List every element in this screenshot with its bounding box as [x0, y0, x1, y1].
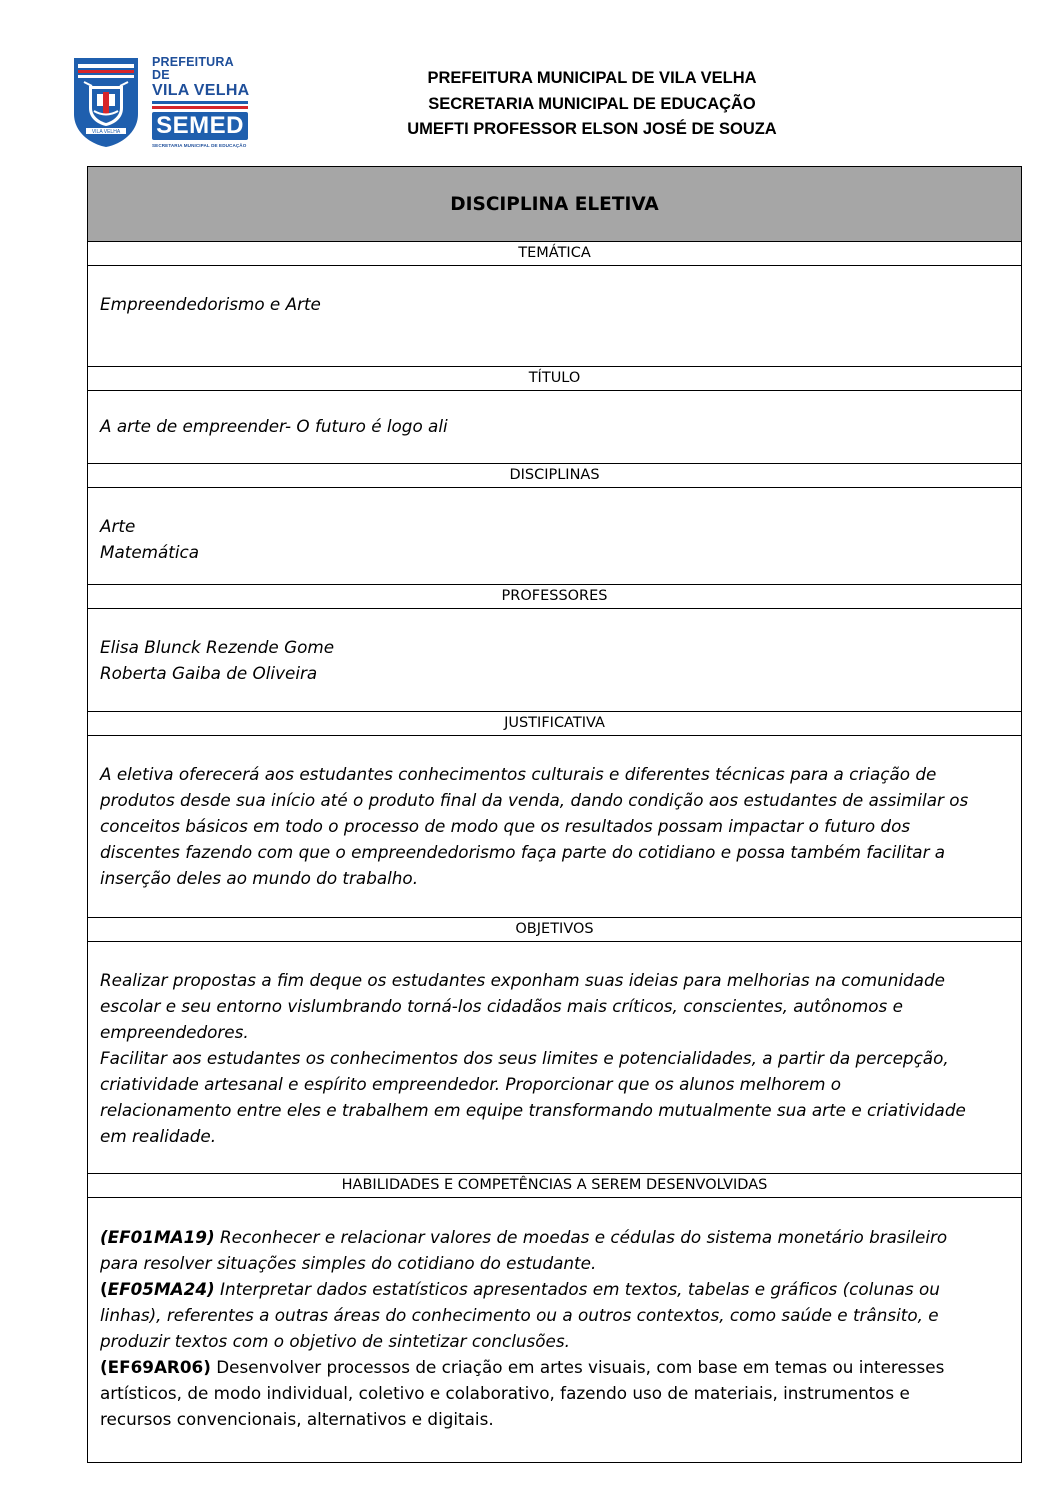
label-justificativa: JUSTIFICATIVA	[88, 712, 1021, 736]
objetivos-line: empreendedores.	[100, 1022, 249, 1042]
tematica-value: Empreendedorismo e Arte	[100, 294, 321, 314]
section-tematica	[88, 266, 1021, 367]
disciplina-form	[87, 166, 1022, 1463]
habilidade-text: Desenvolver processos de criação em artes visuais, com base em temas ou interesses	[210, 1357, 945, 1377]
habilidade-code-open: (	[100, 1279, 108, 1299]
habilidade-line: linhas), referentes a outras áreas do conhecimento ou a outros contextos, como saúde e trânsito, e	[100, 1305, 939, 1325]
prefeitura-logo	[72, 56, 252, 150]
label-professores: PROFESSORES	[88, 585, 1021, 609]
habilidade-line	[100, 1276, 1009, 1302]
habilidade-line: recursos convencionais, alternativos e digitais.	[100, 1409, 494, 1429]
objetivos-line: escolar e seu entorno vislumbrando torná-los cidadãos mais críticos, conscientes, autônomos e	[100, 996, 903, 1016]
header-line-1: PREFEITURA MUNICIPAL DE VILA VELHA	[427, 69, 757, 87]
label-titulo: TÍTULO	[88, 367, 1021, 391]
section-justificativa	[88, 736, 1021, 918]
habilidade-line	[100, 1354, 1009, 1380]
justificativa-line: conceitos básicos em todo o processo de modo que os resultados possam impactar o futuro dos	[100, 816, 911, 836]
logo-stripes	[152, 101, 252, 109]
objetivos-line: Facilitar aos estudantes os conhecimentos dos seus limites e potencialidades, a partir da percepção,	[100, 1048, 949, 1068]
section-professores	[88, 609, 1021, 712]
logo-prefeitura-de: PREFEITURA DE	[152, 55, 234, 82]
logo-vila-velha: VILA VELHA	[152, 82, 250, 99]
habilidade-line	[100, 1224, 1009, 1250]
justificativa-line: produtos desde sua início até o produto final da venda, dando condição aos estudantes de assimilar os	[100, 790, 969, 810]
professor-item: Elisa Blunck Rezende Gome	[100, 637, 335, 657]
header-line-2: SECRETARIA MUNICIPAL DE EDUCAÇÃO	[428, 94, 756, 113]
shield-caption: VILA VELHA	[91, 129, 121, 135]
section-disciplinas	[88, 488, 1021, 585]
objetivos-line: criatividade artesanal e espírito empreendedor. Proporcionar que os alunos melhorem o	[100, 1074, 842, 1094]
form-title: DISCIPLINA ELETIVA	[88, 167, 1021, 242]
label-habilidades: HABILIDADES E COMPETÊNCIAS A SEREM DESENVOLVIDAS	[88, 1174, 1021, 1198]
logo-semed: SEMED	[152, 112, 248, 140]
logo-semed-subtitle: SECRETARIA MUNICIPAL DE EDUCAÇÃO	[152, 143, 247, 148]
habilidade-text: Interpretar dados estatísticos apresentados em textos, tabelas e gráficos (colunas ou	[214, 1279, 940, 1299]
section-habilidades	[88, 1198, 1021, 1432]
label-disciplinas: DISCIPLINAS	[88, 464, 1021, 488]
habilidade-line: artísticos, de modo individual, coletivo e colaborativo, fazendo uso de materiais, instrumentos e	[100, 1383, 910, 1403]
document-header	[300, 66, 884, 143]
label-tematica: TEMÁTICA	[88, 242, 1021, 266]
objetivos-line: Realizar propostas a fim deque os estudantes exponham suas ideias para melhorias na comunidade	[100, 970, 945, 990]
justificativa-line: inserção deles ao mundo do trabalho.	[100, 868, 419, 888]
label-objetivos: OBJETIVOS	[88, 918, 1021, 942]
justificativa-line: A eletiva oferecerá aos estudantes conhecimentos culturais e diferentes técnicas para a criação de	[100, 764, 937, 784]
coat-of-arms-icon	[72, 56, 140, 148]
titulo-value: A arte de empreender- O futuro é logo ali	[100, 416, 448, 436]
header-line-3: UMEFTI PROFESSOR ELSON JOSÉ DE SOUZA	[407, 120, 777, 138]
disciplina-item: Arte	[100, 516, 136, 536]
habilidade-line: produzir textos com o objetivo de sintetizar conclusões.	[100, 1331, 570, 1351]
habilidade-code: (EF69AR06)	[100, 1357, 211, 1377]
section-objetivos	[88, 942, 1021, 1174]
habilidade-code: EF05MA24)	[107, 1279, 215, 1299]
disciplina-item: Matemática	[100, 542, 200, 562]
habilidade-text: Reconhecer e relacionar valores de moedas e cédulas do sistema monetário brasileiro	[214, 1227, 948, 1247]
objetivos-line: relacionamento entre eles e trabalhem em equipe transformando mutualmente sua arte e criatividade	[100, 1100, 966, 1120]
habilidade-line: para resolver situações simples do cotidiano do estudante.	[100, 1253, 597, 1273]
habilidade-code: (EF01MA19)	[100, 1227, 215, 1247]
professor-item: Roberta Gaiba de Oliveira	[100, 663, 318, 683]
section-titulo	[88, 391, 1021, 464]
objetivos-line: em realidade.	[100, 1126, 217, 1146]
justificativa-line: discentes fazendo com que o empreendedorismo faça parte do cotidiano e possa também facilitar a	[100, 842, 946, 862]
